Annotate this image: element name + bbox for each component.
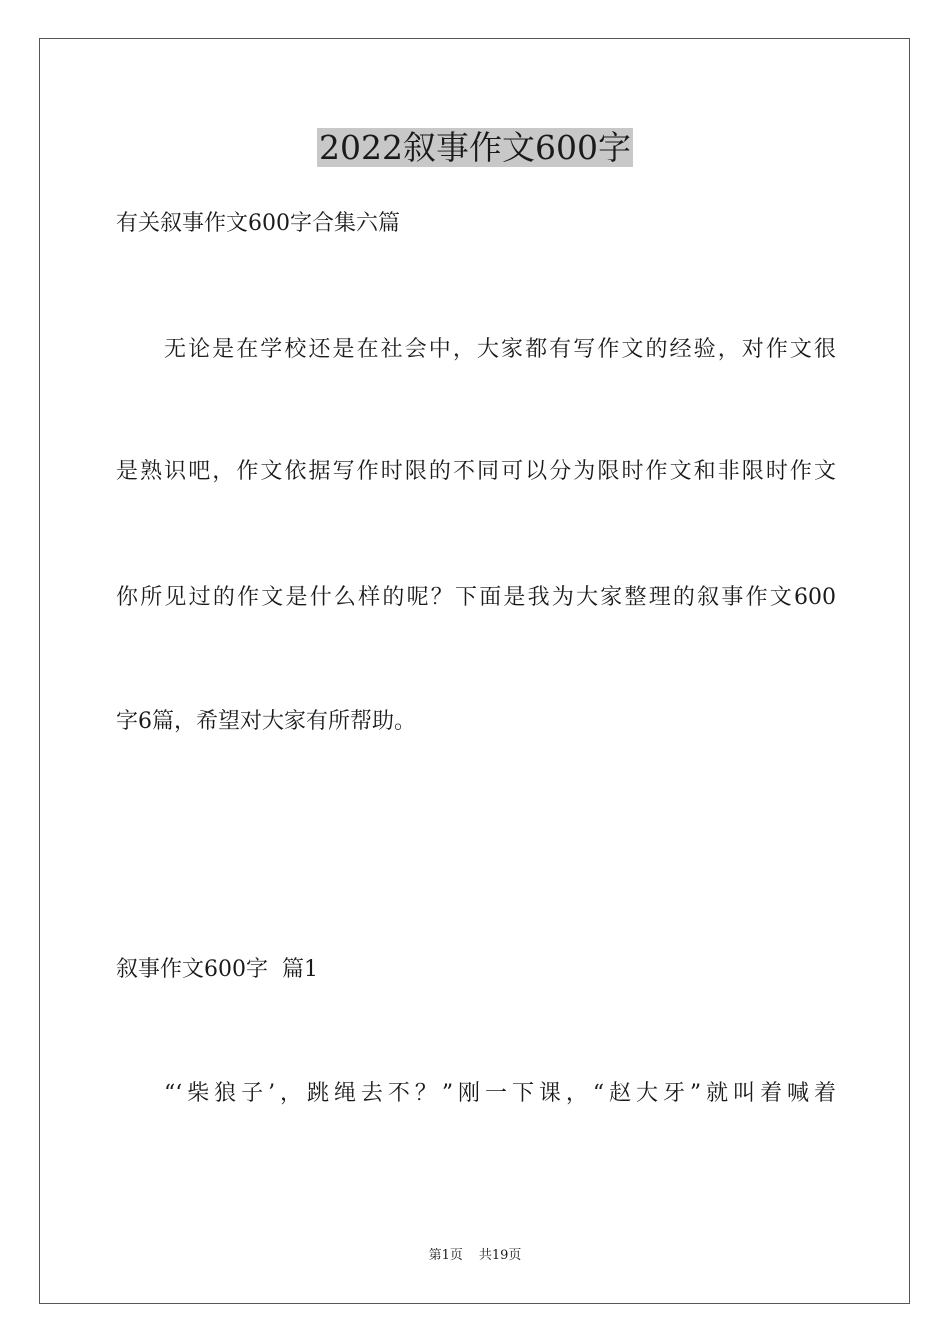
intro-line-2: 是熟识吧，作文依据写作时限的不同可以分为限时作文和非限时作文 [116,459,836,484]
page-footer [0,1247,950,1265]
footer-current-page: 第1页 [428,1248,463,1263]
footer-total-pages: 共19页 [478,1248,522,1263]
intro-line-1: 无论是在学校还是在社会中，大家都有写作文的经验，对作文很 [164,337,836,362]
document-subtitle: 有关叙事作文600字合集六篇 [116,211,400,236]
section-heading: 叙事作文600字 篇1 [116,957,318,982]
document-title-text: 2022叙事作文600字 [319,128,631,167]
intro-line-4: 字6篇，希望对大家有所帮助。 [116,709,416,734]
document-title [0,126,950,170]
section-paragraph-line-1: “‘柴狼子’，跳绳去不？”刚一下课，“赵大牙”就叫着喊着 [164,1081,836,1106]
intro-line-3: 你所见过的作文是什么样的呢？下面是我为大家整理的叙事作文600 [116,585,836,610]
